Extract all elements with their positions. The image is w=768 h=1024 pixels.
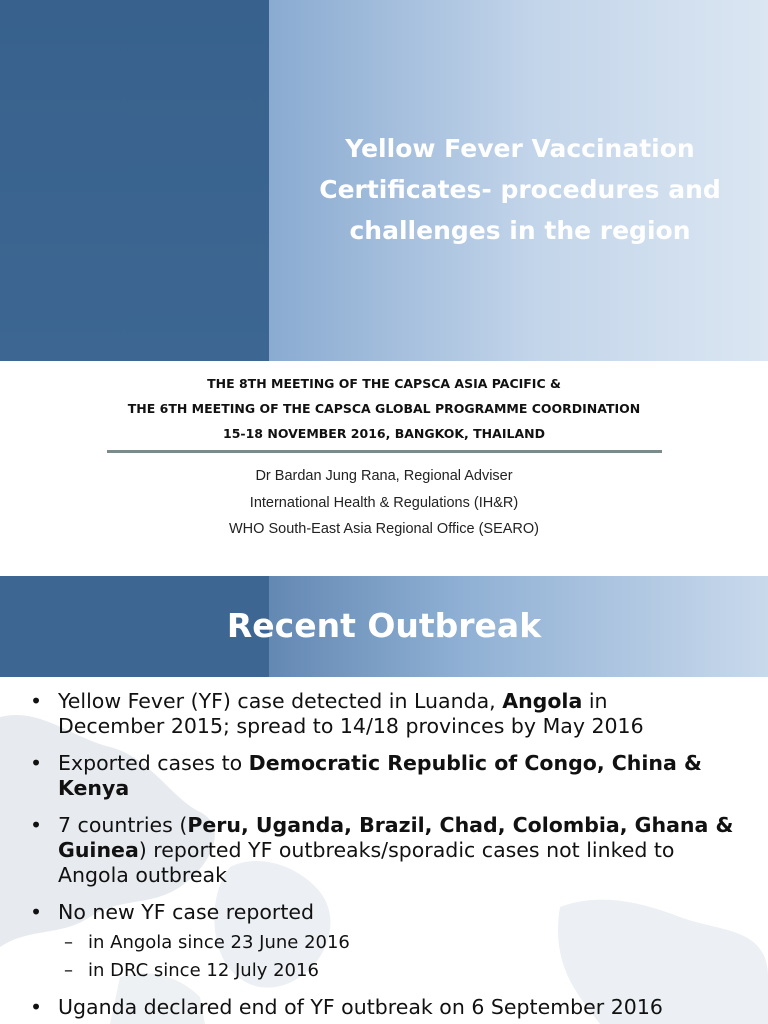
bullet-text: No new YF case reported (58, 900, 314, 924)
bullet-emphasis: Angola (502, 689, 583, 713)
sub-list (30, 929, 750, 985)
recent-outbreak-slide (0, 576, 768, 1024)
presenter-unit: International Health & Regulations (IH&R) (249, 494, 519, 511)
title-line: Certificates- procedures and (319, 175, 721, 204)
bullet-text: Angola outbreak (58, 863, 227, 887)
list-item (30, 900, 750, 925)
bullet-marker: • (30, 813, 43, 837)
sub-list-item (30, 929, 750, 957)
bullet-marker: • (30, 900, 43, 924)
bullet-text: Uganda declared end of YF outbreak on 6 September 2016 (58, 995, 663, 1019)
bullet-marker: • (30, 689, 43, 713)
presentation-title (300, 128, 740, 251)
bullet-emphasis: Kenya (58, 776, 130, 800)
bullet-marker: • (30, 751, 43, 775)
bullet-emphasis: Democratic Republic of Congo, China & (248, 751, 702, 775)
bullet-emphasis: Guinea (58, 838, 139, 862)
bullet-text: ) reported YF outbreaks/sporadic cases not linked to (138, 838, 675, 862)
bullet-text: in (582, 689, 608, 713)
bullet-list (30, 689, 750, 1024)
meeting-line: THE 8TH MEETING OF THE CAPSCA ASIA PACIFIC & (207, 376, 561, 391)
presenter-name: Dr Bardan Jung Rana, Regional Adviser (255, 468, 513, 484)
list-item (30, 995, 750, 1020)
title-line: Yellow Fever Vaccination (345, 134, 695, 163)
bullet-text: 7 countries ( (58, 813, 188, 837)
bullet-text: Exported cases to (58, 751, 249, 775)
presenter-info (80, 463, 688, 543)
banner-dark-panel (0, 0, 269, 361)
presenter-office: WHO South-East Asia Regional Office (SEARO) (229, 521, 539, 537)
meeting-dates: 15-18 NOVEMBER 2016, BANGKOK, THAILAND (223, 426, 545, 441)
bullet-emphasis: Peru, Uganda, Brazil, Chad, Colombia, Ghana & (187, 813, 734, 837)
list-item (30, 689, 750, 739)
meeting-line: THE 6TH MEETING OF THE CAPSCA GLOBAL PROGRAMME COORDINATION (127, 401, 641, 416)
sub-bullet-marker: – (64, 932, 73, 953)
bullet-text: December 2015; spread to 14/18 provinces by May 2016 (58, 714, 644, 738)
sub-bullet-text: in DRC since 12 July 2016 (88, 960, 319, 981)
sub-list-item (30, 957, 750, 985)
sub-bullet-text: in Angola since 23 June 2016 (88, 932, 350, 953)
list-item (30, 813, 750, 888)
divider-rule (107, 450, 662, 453)
sub-bullet-marker: – (64, 960, 73, 981)
bullet-marker: • (30, 995, 43, 1019)
bullet-text: Yellow Fever (YF) case detected in Luanda, (58, 689, 503, 713)
list-item (30, 751, 750, 801)
slide-title: Recent Outbreak (226, 606, 542, 645)
title-line: challenges in the region (349, 216, 691, 245)
meeting-info (60, 371, 708, 446)
